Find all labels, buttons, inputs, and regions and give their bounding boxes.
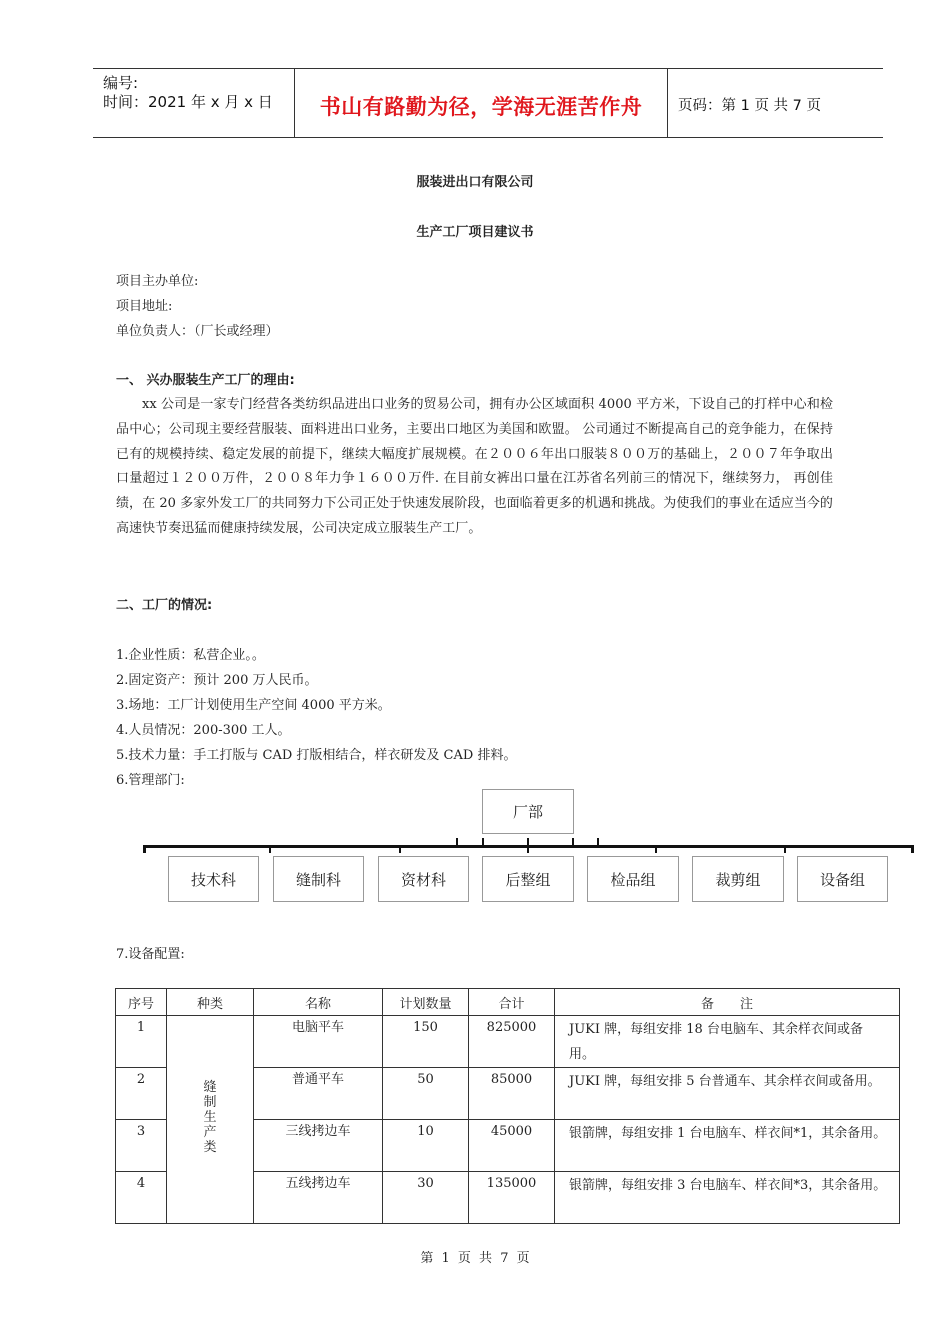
- factory-info-item: 3.场地：工厂计划使用生产空间 4000 平方米。: [116, 698, 391, 713]
- planned-quantity: 10: [383, 1120, 469, 1172]
- row-number: 4: [116, 1172, 167, 1224]
- column-header: 合计: [469, 989, 555, 1016]
- section-1-heading: 一、 兴办服装生产工厂的理由:: [116, 373, 295, 388]
- document-number-label: 编号:: [103, 74, 139, 92]
- org-root-box: 厂部: [482, 789, 574, 834]
- document-time-label: 时间：2021 年 x 月 x 日: [103, 93, 273, 111]
- equipment-name: 电脑平车: [254, 1016, 383, 1068]
- org-department-box: 后整组: [482, 856, 574, 902]
- category-cell: [167, 1016, 254, 1224]
- project-leader-line: 单位负责人：（厂长或经理）: [116, 324, 279, 339]
- equipment-heading: 7.设备配置:: [116, 947, 185, 962]
- header-page-number: 页码：第 1 页 共 7 页: [678, 98, 821, 114]
- table-header-row: [116, 989, 900, 1016]
- table-row: [116, 1016, 900, 1068]
- equipment-table: [115, 988, 900, 1224]
- factory-info-item: 2.固定资产：预计 200 万人民币。: [116, 673, 318, 688]
- category-label: 缝制生产类: [203, 1079, 217, 1155]
- factory-info-item: 1.企业性质：私营企业。。: [116, 648, 265, 663]
- org-connector: [456, 838, 458, 846]
- planned-quantity: 50: [383, 1068, 469, 1120]
- project-address-line: 项目地址:: [116, 299, 173, 314]
- header-motto: 书山有路勤为径，学海无涯苦作舟: [319, 95, 643, 119]
- header-motto-cell: [295, 69, 668, 137]
- remark: 银箭牌，每组安排 1 台电脑车、样衣间*1，其余备用。: [555, 1120, 900, 1172]
- org-connector: [269, 846, 271, 853]
- org-connector: [784, 846, 786, 853]
- org-department-box: 裁剪组: [692, 856, 784, 902]
- remark: JUKI 牌，每组安排 18 台电脑车、其余样衣间或备用。: [555, 1016, 900, 1068]
- total-amount: 85000: [469, 1068, 555, 1120]
- project-sponsor-line: 项目主办单位:: [116, 274, 199, 289]
- column-header: 名称: [254, 989, 383, 1016]
- org-connector: [911, 845, 914, 853]
- equipment-name: 五线拷边车: [254, 1172, 383, 1224]
- column-header: 备 注: [555, 989, 900, 1016]
- header-page-cell: [668, 69, 883, 137]
- org-connector: [482, 838, 484, 846]
- org-department-box: 检品组: [587, 856, 679, 902]
- row-number: 2: [116, 1068, 167, 1120]
- org-connector: [572, 838, 574, 846]
- section-1-body: xx 公司是一家专门经营各类纺织品进出口业务的贸易公司，拥有办公区域面积 4000 平方米，下设自己的打样中心和检品中心；公司现主要经营服装、面料进出口业务，主要出口地区为美国和欧盟。 公司通过不断提高自己的竞争能力，在保持已有的规模持续、稳定发展的前提下，继续大幅度扩展规模。在２００６年出口服装８００万的基础上，２００７年争取出口量超过１２００万件，２００８年力争１６００万件. 在目前女裤出口量在江苏省名列前三的情况下，继续努力， 再创佳绩，在 20 多家外发工厂的共同努力下公司正处于快速发展阶段，也面临着更多的机遇和挑战。为使我们的事业在适应当今的高速快节奏迅猛而健康持续发展，公司决定成立服装生产工厂。: [116, 397, 833, 536]
- org-department-box: 技术科: [168, 856, 259, 902]
- page-header: [93, 68, 883, 138]
- total-amount: 825000: [469, 1016, 555, 1068]
- planned-quantity: 150: [383, 1016, 469, 1068]
- page-footer: 第 1 页 共 7 页: [420, 1251, 530, 1266]
- document-title: 生产工厂项目建议书: [416, 225, 534, 240]
- total-amount: 135000: [469, 1172, 555, 1224]
- factory-info-item: 6.管理部门:: [116, 773, 185, 788]
- equipment-name: 普通平车: [254, 1068, 383, 1120]
- column-header: 序号: [116, 989, 167, 1016]
- column-header: 种类: [167, 989, 254, 1016]
- factory-info-item: 4.人员情况：200-300 工人。: [116, 723, 291, 738]
- org-connector: [597, 838, 599, 846]
- org-department-box: 资材科: [378, 856, 469, 902]
- planned-quantity: 30: [383, 1172, 469, 1224]
- company-name: 服装进出口有限公司: [416, 175, 534, 190]
- remark: JUKI 牌，每组安排 5 台普通车、其余样衣间或备用。: [555, 1068, 900, 1120]
- org-connector: [527, 846, 529, 853]
- total-amount: 45000: [469, 1120, 555, 1172]
- equipment-name: 三线拷边车: [254, 1120, 383, 1172]
- org-department-box: 设备组: [797, 856, 888, 902]
- row-number: 3: [116, 1120, 167, 1172]
- org-connector: [143, 845, 146, 853]
- row-number: 1: [116, 1016, 167, 1068]
- column-header: 计划数量: [383, 989, 469, 1016]
- factory-info-item: 5.技术力量：手工打版与 CAD 打版相结合，样衣研发及 CAD 排料。: [116, 748, 517, 763]
- org-connector: [399, 846, 401, 853]
- org-department-box: 缝制科: [273, 856, 364, 902]
- org-connector: [527, 838, 529, 846]
- remark: 银箭牌，每组安排 3 台电脑车、样衣间*3，其余备用。: [555, 1172, 900, 1224]
- header-meta-cell: [93, 69, 295, 137]
- section-2-heading: 二、工厂的情况:: [116, 598, 213, 613]
- org-connector: [655, 846, 657, 853]
